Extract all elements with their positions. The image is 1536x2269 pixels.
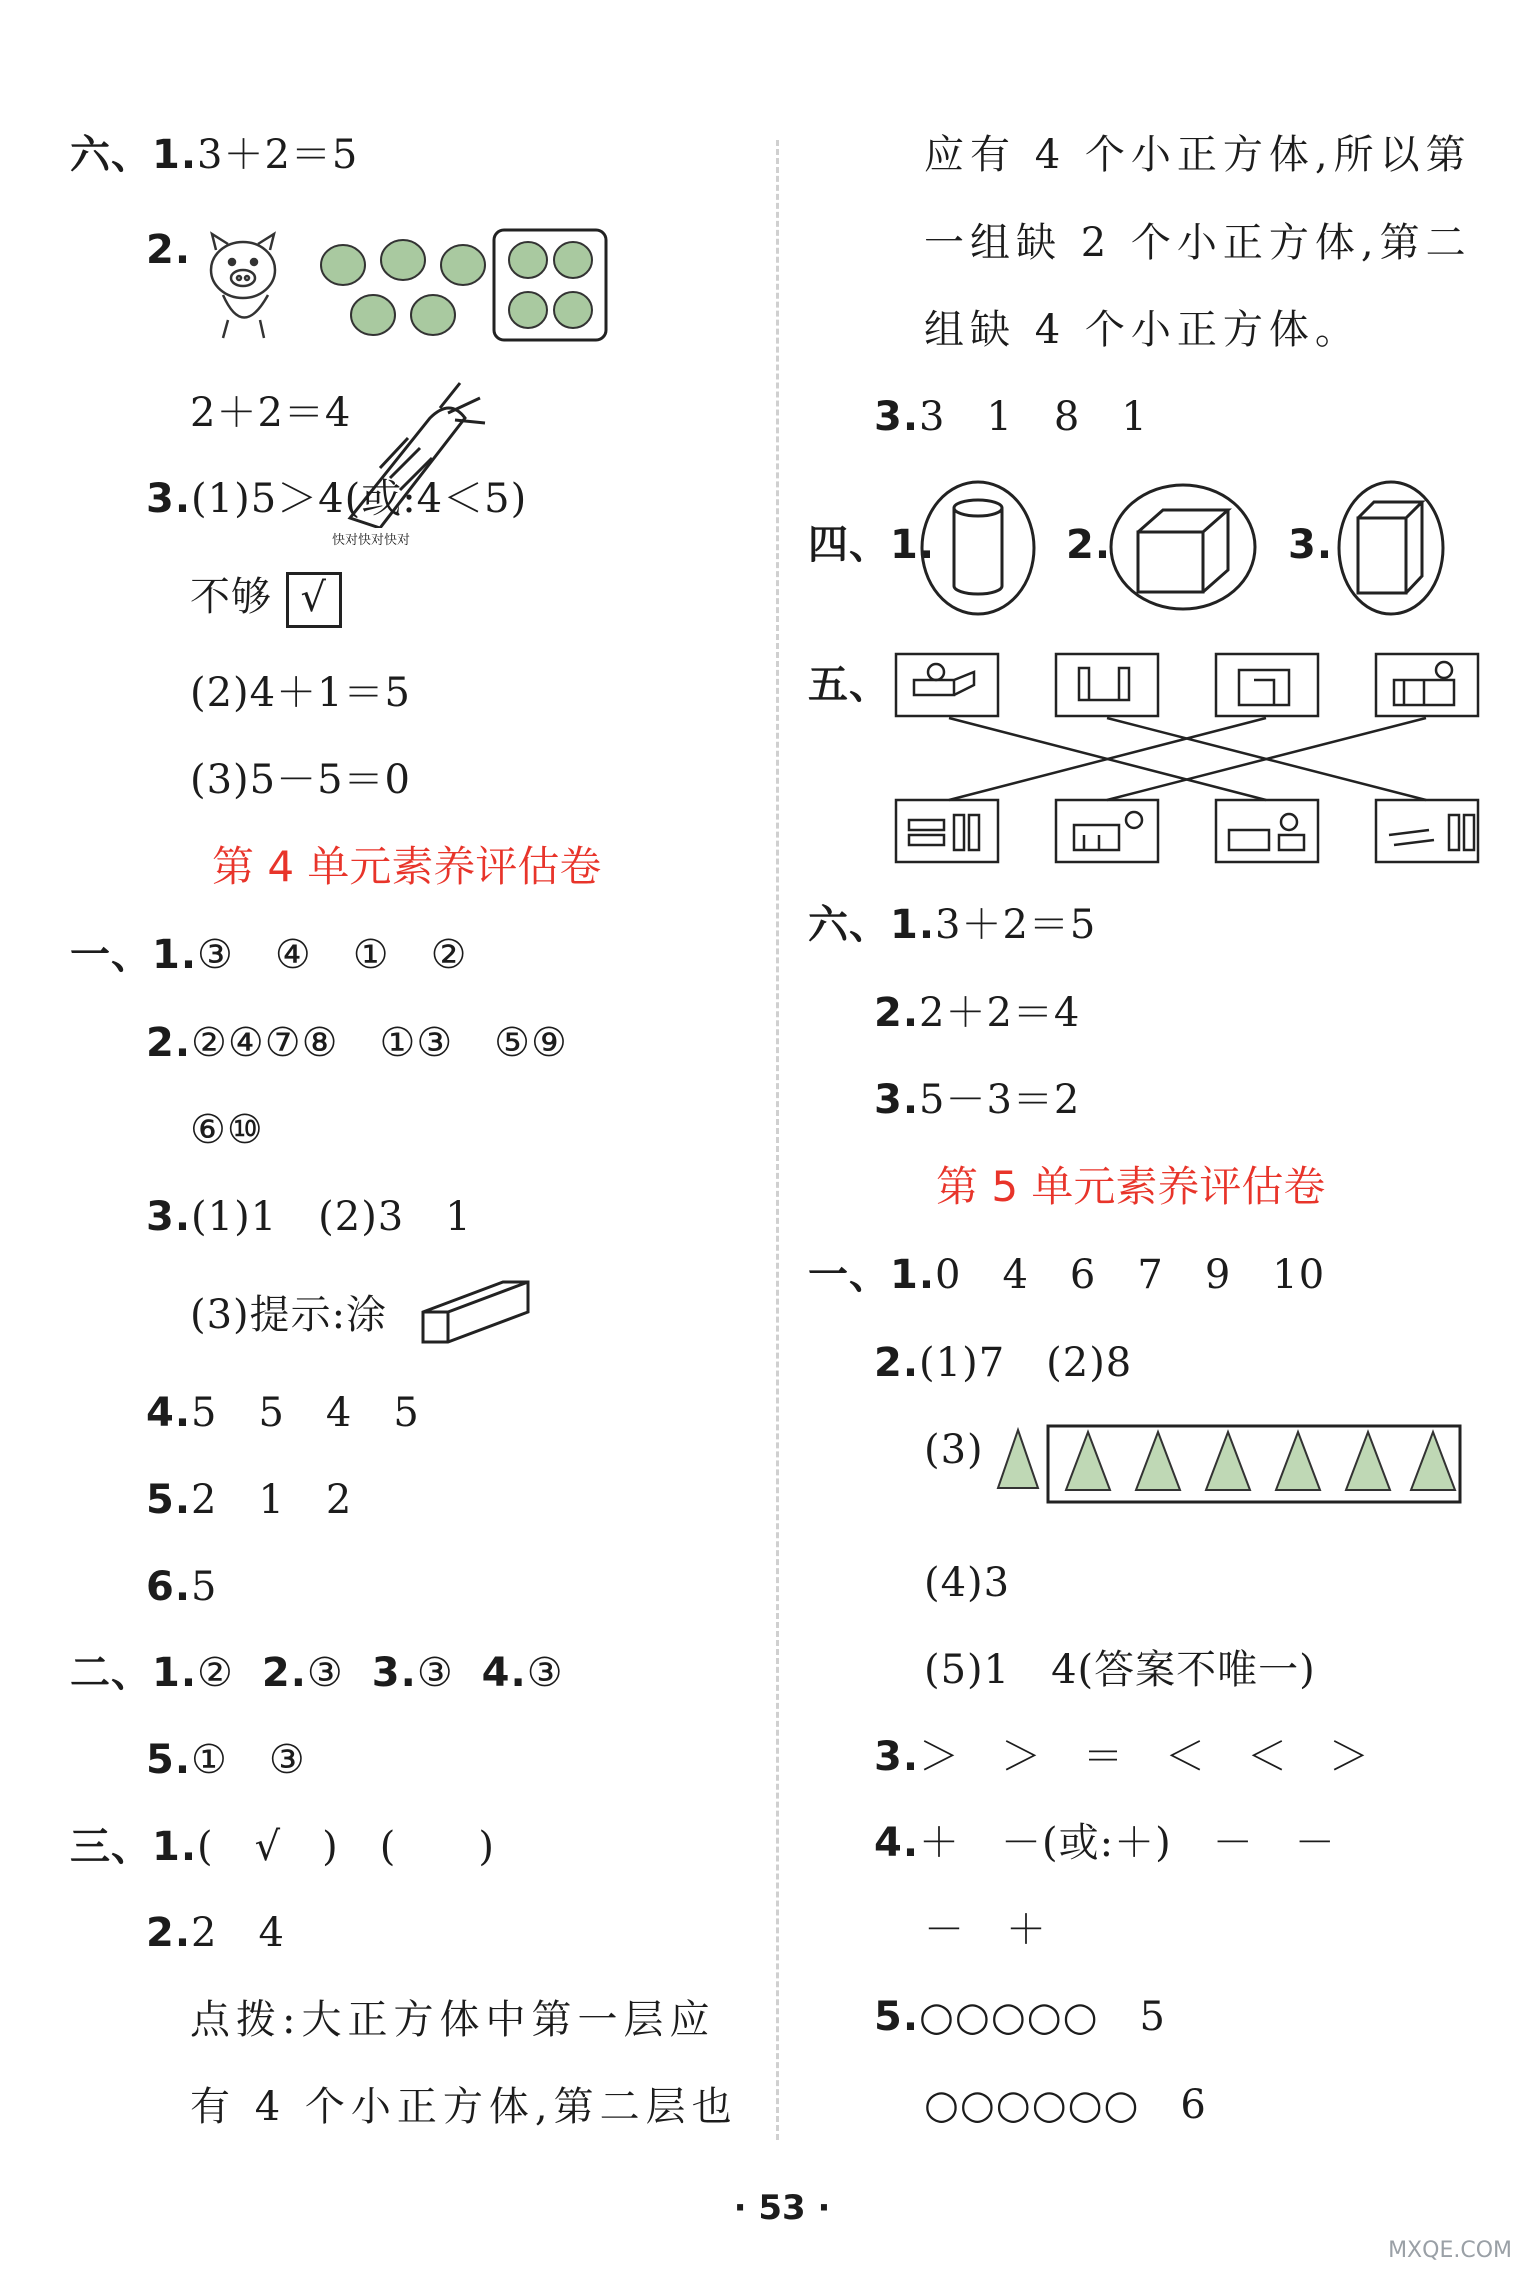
u4-s3-note-2: 有 4 个小正方体,第二层也 bbox=[190, 2084, 738, 2130]
s6-q1-line: 六、1.3＋2＝5 bbox=[70, 132, 359, 178]
u4-s1-q2: 2.②④⑦⑧ ①③ ⑤⑨ bbox=[146, 1020, 568, 1066]
u4-s1-q4: 4.5 5 4 5 bbox=[146, 1390, 420, 1436]
r-q3: 3.3 1 8 1 bbox=[874, 394, 1148, 440]
u5-s1-q2-5: (5)1 4(答案不唯一) bbox=[924, 1647, 1316, 1693]
cube-answer bbox=[1108, 482, 1258, 612]
u4-s1-q2-cont: ⑥⑩ bbox=[190, 1107, 264, 1153]
tree-icon bbox=[998, 1430, 1455, 1490]
note-cont-2: 一组缺 2 个小正方体,第二 bbox=[924, 220, 1472, 266]
unit5-heading: 第 5 单元素养评估卷 bbox=[936, 1162, 1326, 1211]
u5-s1-q2-4: (4)3 bbox=[924, 1560, 1011, 1606]
u4-s1-q3: 3.(1)1 (2)3 1 bbox=[146, 1194, 472, 1240]
note-cont-3: 组缺 4 个小正方体。 bbox=[924, 307, 1361, 353]
u4-s2-q5: 5.① ③ bbox=[146, 1737, 306, 1783]
u4-s2-line: 二、1.② 2.③ 3.③ 4.③ bbox=[70, 1650, 564, 1696]
pig-icon bbox=[211, 234, 275, 338]
r-s6-q3: 3.5－3＝2 bbox=[874, 1077, 1081, 1123]
r-s5-label: 五、 bbox=[808, 662, 890, 708]
u5-s1-q4-cont: － ＋ bbox=[924, 1907, 1047, 1953]
r-s6-q2: 2.2＋2＝4 bbox=[874, 990, 1081, 1036]
u4-s3-q2: 2.2 4 bbox=[146, 1910, 285, 1956]
pumpkin-box bbox=[494, 230, 606, 340]
watermark: MXQE.COM bbox=[1388, 2238, 1512, 2263]
note-cont-1: 应有 4 个小正方体,所以第 bbox=[924, 132, 1472, 178]
pig-pumpkin-picture bbox=[198, 220, 628, 350]
u5-s1-q3: 3.＞ ＞ ＝ ＜ ＜ ＞ bbox=[874, 1734, 1371, 1780]
u5-s1-q5-a: 5.○○○○○ 5 bbox=[874, 1994, 1166, 2040]
u5-s1-q2-3: (3) bbox=[924, 1427, 984, 1473]
u4-s1-q1: 一、1.③ ④ ① ② bbox=[70, 932, 468, 978]
matching-picture bbox=[894, 650, 1514, 870]
right-column bbox=[808, 0, 1528, 2180]
s6-q3-3: (3)5－5＝0 bbox=[190, 757, 412, 803]
u5-s1-q2: 2.(1)7 (2)8 bbox=[874, 1340, 1133, 1386]
u5-s1-q5-b: ○○○○○○ 6 bbox=[924, 2082, 1207, 2128]
u4-s3-note-1: 点拨:大正方体中第一层应 bbox=[190, 1997, 716, 2043]
unit4-heading: 第 4 单元素养评估卷 bbox=[212, 842, 602, 891]
u4-s3-q1: 三、1.( √ ) ( ) bbox=[70, 1824, 495, 1870]
r-s4-q3: 3. bbox=[1288, 522, 1334, 568]
r-s6-q1: 六、1.3＋2＝5 bbox=[808, 902, 1097, 948]
u5-s1-q1: 一、1.0 4 6 7 9 10 bbox=[808, 1252, 1326, 1298]
s6-q2-line: 2. bbox=[146, 227, 192, 273]
matching-lines bbox=[949, 718, 1426, 800]
u5-s1-q4: 4.＋ －(或:＋) － － bbox=[874, 1820, 1336, 1866]
cylinder-answer bbox=[918, 478, 1038, 618]
trees-picture bbox=[988, 1418, 1468, 1508]
not-enough-line: 不够 √ bbox=[190, 572, 342, 628]
r-s4-q2: 2. bbox=[1066, 522, 1112, 568]
s6-q3-line: 3.(1)5＞4(或:4＜5) bbox=[146, 476, 528, 522]
u4-s1-q3-3: (3)提示:涂 bbox=[190, 1292, 388, 1338]
cuboid-bar-icon bbox=[418, 1272, 538, 1352]
check-box: √ bbox=[286, 572, 342, 628]
page-number: · 53 · bbox=[733, 2188, 831, 2228]
r-s4-line: 四、1. bbox=[808, 522, 936, 568]
pumpkin-icon bbox=[321, 240, 485, 335]
s6-q2-equation: 2＋2＝4 bbox=[190, 390, 352, 436]
s6-q3-2: (2)4＋1＝5 bbox=[190, 670, 412, 716]
cuboid-answer bbox=[1336, 478, 1446, 618]
left-column bbox=[70, 0, 790, 2180]
u4-s1-q6: 6.5 bbox=[146, 1564, 218, 1610]
u4-s1-q5: 5.2 1 2 bbox=[146, 1477, 353, 1523]
small-brand-text: 快对快对快对 bbox=[332, 533, 411, 548]
